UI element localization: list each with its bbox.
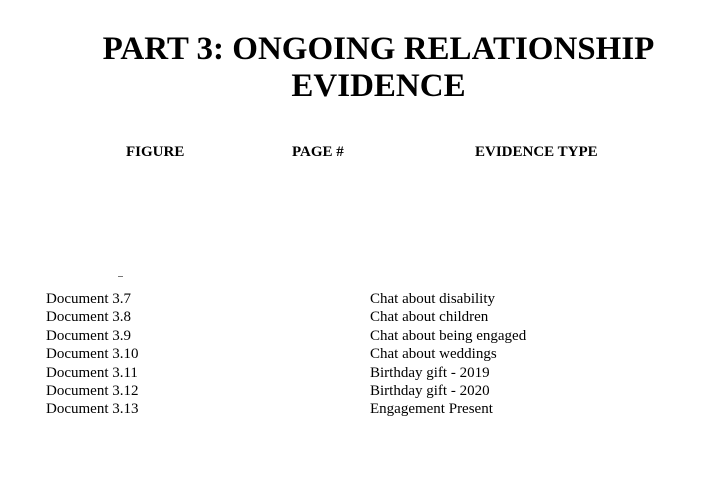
figure-cell: Document 3.9 — [46, 327, 131, 344]
column-header-evidence-type: EVIDENCE TYPE — [475, 144, 598, 160]
evidence-type-cell: Engagement Present — [370, 401, 493, 418]
evidence-type-cell: Chat about disability — [370, 291, 495, 307]
column-header-page: PAGE # — [292, 144, 344, 160]
evidence-table — [0, 290, 717, 419]
figure-cell: Document 3.7 — [46, 291, 131, 307]
figure-cell: Document 3.12 — [46, 382, 139, 399]
table-row — [0, 327, 717, 345]
table-row — [0, 345, 717, 363]
scan-mark — [118, 276, 123, 277]
page-title-line-1: PART 3: ONGOING RELATIONSHIP — [102, 31, 655, 67]
table-row — [0, 364, 717, 382]
table-row — [0, 382, 717, 400]
evidence-type-cell: Chat about weddings — [370, 346, 497, 363]
evidence-type-cell: Birthday gift - 2020 — [370, 382, 490, 399]
figure-cell: Document 3.11 — [46, 364, 138, 381]
figure-cell: Document 3.10 — [46, 346, 139, 363]
evidence-type-cell: Chat about children — [370, 309, 489, 326]
figure-cell: Document 3.8 — [46, 309, 131, 326]
table-row — [0, 400, 717, 418]
column-header-figure: FIGURE — [126, 144, 185, 160]
evidence-type-cell: Birthday gift - 2019 — [370, 364, 490, 381]
figure-cell: Document 3.13 — [46, 401, 139, 418]
table-row — [0, 290, 717, 308]
evidence-type-cell: Chat about being engaged — [370, 327, 527, 344]
page-title-line-2: EVIDENCE — [291, 68, 466, 104]
table-row — [0, 308, 717, 326]
